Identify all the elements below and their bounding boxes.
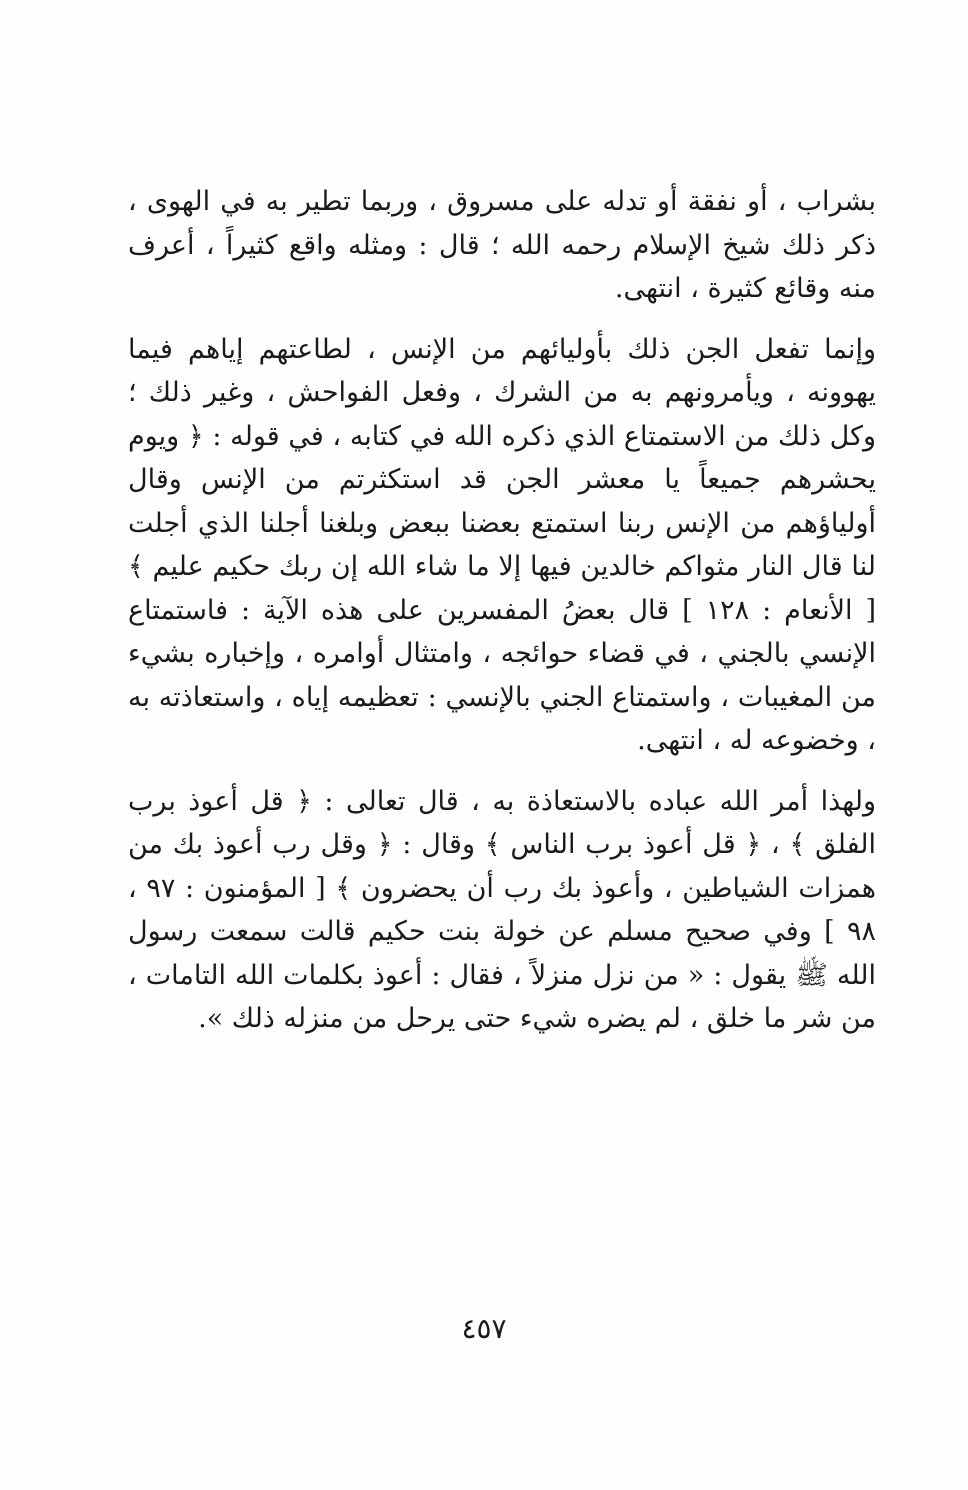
page-number: ٤٥٧ bbox=[461, 1312, 507, 1345]
paragraph-3: ولهذا أمر الله عباده بالاستعاذة به ، قال تعالى : ﴿ قل أعوذ برب الفلق ﴾ ، ﴿ قل أعوذ برب الناس ﴾ وقال : ﴿ وقل رب أعوذ بك من همزات الشياطين ، وأعوذ بك رب أن يحضرون ﴾ [ المؤمنون : ٩٧ ، ٩٨ ] وفي صحيح مسلم عن خولة بنت حكيم قالت سمعت رسول الله ﷺ يقول : « من نزل منزلاً ، فقال : أعوذ بكلمات الله التامات ، من شر ما خلق ، لم يضره شيء حتى يرحل من منزله ذلك ». bbox=[128, 785, 876, 1034]
body-text bbox=[128, 180, 876, 1041]
paragraph-1: بشراب ، أو نفقة أو تدله على مسروق ، وربما تطير به في الهوى ، ذكر ذلك شيخ الإسلام رحمه الله ؛ قال : ومثله واقع كثيراً ، أعرف منه وقائع كثيرة ، انتهى. bbox=[128, 186, 876, 304]
paragraph-2: وإنما تفعل الجن ذلك بأوليائهم من الإنس ، لطاعتهم إياهم فيما يهوونه ، ويأمرونهم به من الشرك ، وفعل الفواحش ، وغير ذلك ؛ وكل ذلك من الاستمتاع الذي ذكره الله في كتابه ، في قوله : ﴿ ويوم يحشرهم جميعاً يا معشر الجن قد استكثرتم من الإنس وقال أولياؤهم من الإنس ربنا استمتع بعضنا ببعض وبلغنا أجلنا الذي أجلت لنا قال النار مثواكم خالدين فيها إلا ما شاء الله إن ربك حكيم عليم ﴾ [ الأنعام : ١٢٨ ] قال بعضُ المفسرين على هذه الآية : فاستمتاع الإنسي بالجني ، في قضاء حوائجه ، وامتثال أوامره ، وإخباره بشيء من المغيبات ، واستمتاع الجني بالإنسي : تعظيمه إياه ، واستعاذته به ، وخضوعه له ، انتهى. bbox=[128, 333, 876, 756]
